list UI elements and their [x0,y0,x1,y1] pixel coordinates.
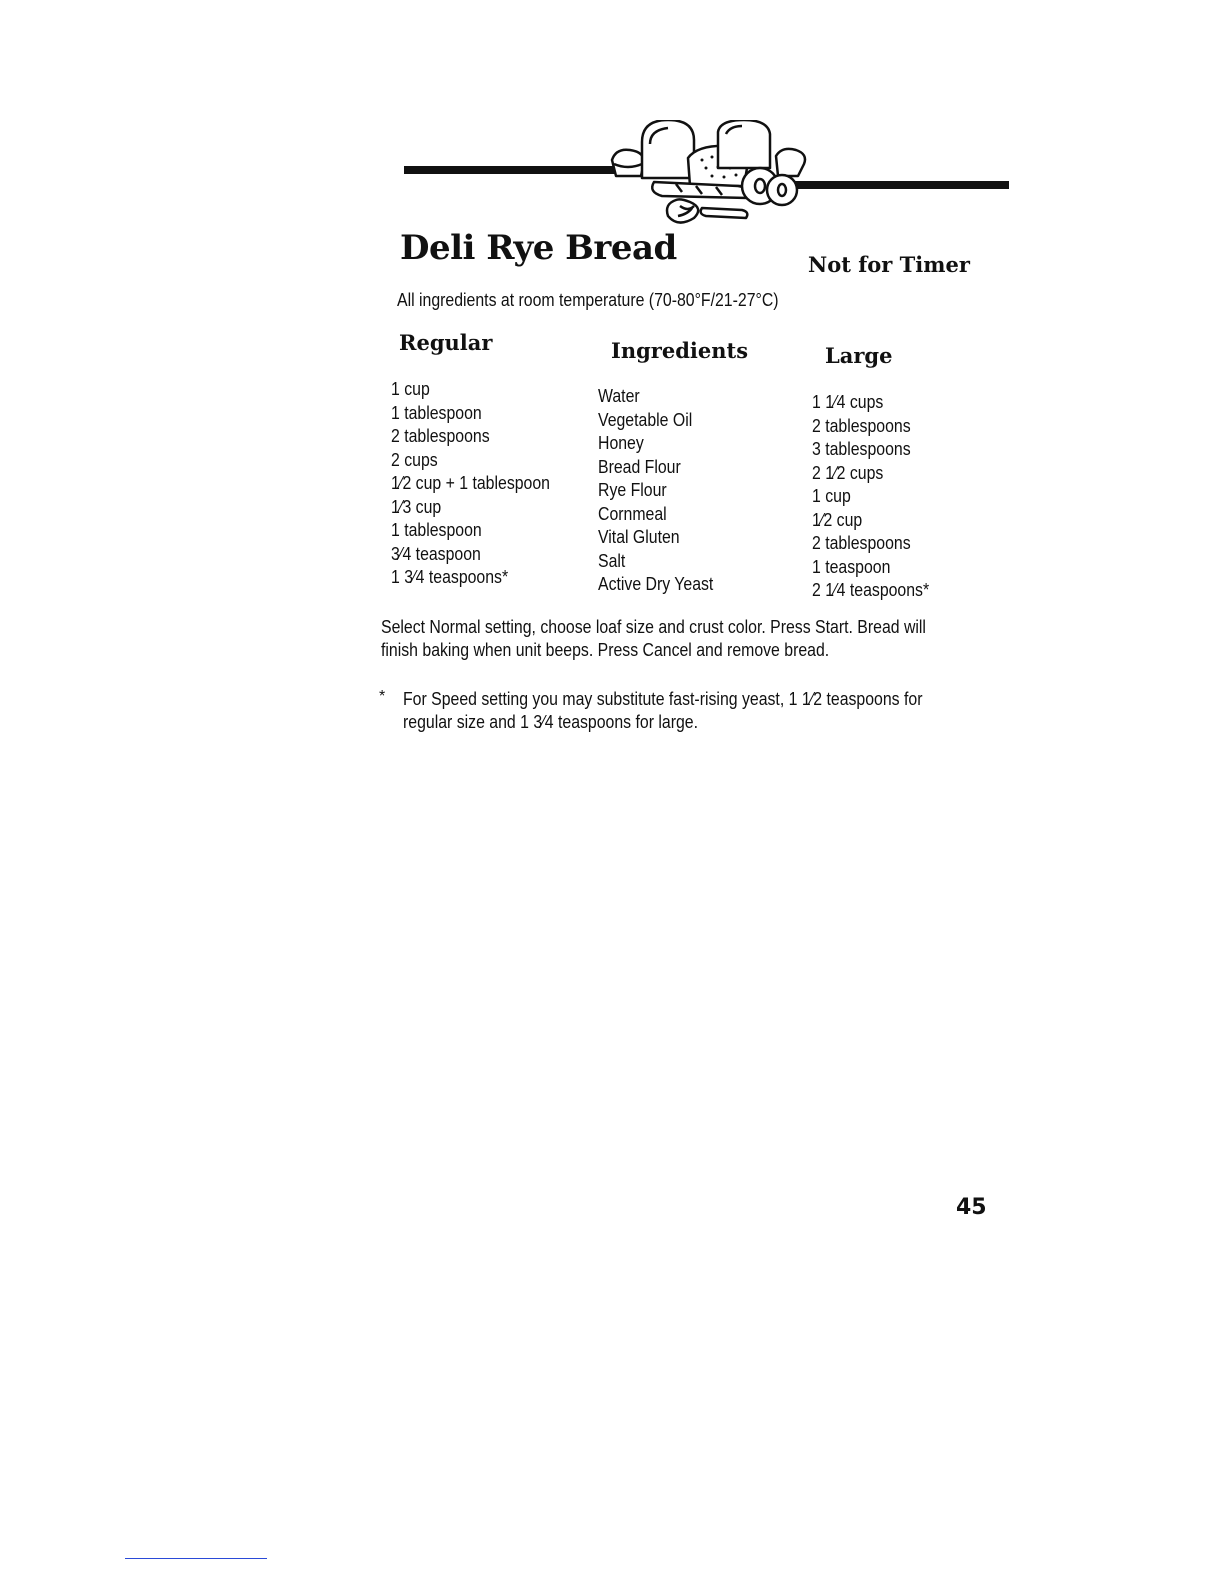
page-number: 45 [956,1195,987,1220]
baking-instructions: Select Normal setting, choose loaf size and crust color. Press Start. Bread will finish baking when unit beeps. Press Cancel and remove bread. [381,617,926,660]
large-amount: 3 tablespoons [812,439,911,459]
temperature-note: All ingredients at room temperature (70-80°F/21-27°C) [397,290,779,310]
ingredient-name: Vital Gluten [598,527,680,547]
recipe-title: Deli Rye Bread [400,228,677,268]
ingredients-list [598,385,729,597]
footnote-asterisk: * [379,688,386,705]
large-amount: 1 1⁄4 cups [812,392,884,412]
large-amount: 1 teaspoon [812,556,891,577]
regular-amount: 1 tablespoon [391,402,482,423]
regular-amount: 3⁄4 teaspoon [391,543,481,564]
ingredients-heading: Ingredients [611,338,749,363]
ingredient-name: Water [598,386,640,406]
muffin-right-icon [776,149,805,176]
ingredient-name: Vegetable Oil [598,409,693,430]
ingredient-name: Honey [598,433,644,453]
regular-amount: 1 tablespoon [391,520,482,540]
large-amount: 2 tablespoons [812,533,911,553]
regular-heading: Regular [399,330,493,355]
large-heading: Large [825,343,893,368]
ingredient-name: Cornmeal [598,503,667,524]
large-amount: 1⁄2 cup [812,509,863,530]
large-amount: 2 1⁄2 cups [812,462,884,483]
large-amount: 2 tablespoons [812,415,911,436]
loaf-right-icon [718,120,770,168]
regular-amount: 1⁄2 cup + 1 tablespoon [391,473,550,493]
regular-amount: 1 cup [391,379,430,399]
large-amount: 1 cup [812,486,851,506]
regular-amounts-list [391,378,572,590]
regular-amount: 2 tablespoons [391,426,490,446]
ingredient-name: Rye Flour [598,480,667,500]
ingredient-name: Salt [598,550,626,571]
footnote-text: For Speed setting you may substitute fast-rising yeast, 1 1⁄2 teaspoons for regular size and 1 3⁄4 teaspoons for large. [403,689,923,732]
large-amounts-list [812,391,945,603]
bread-illustration-icon [606,120,812,228]
muffin-icon [612,150,644,176]
timer-note: Not for Timer [808,252,970,277]
pretzel-icon [667,199,698,222]
regular-amount: 2 cups [391,449,438,470]
bottom-divider [125,1558,267,1559]
large-amount: 2 1⁄4 teaspoons* [812,580,930,600]
regular-amount: 1 3⁄4 teaspoons* [391,567,509,587]
header-rule-right [790,181,1009,189]
ingredient-name: Bread Flour [598,456,681,477]
header-rule-left [404,166,634,174]
regular-amount: 1⁄3 cup [391,496,442,517]
ingredient-name: Active Dry Yeast [598,574,714,594]
